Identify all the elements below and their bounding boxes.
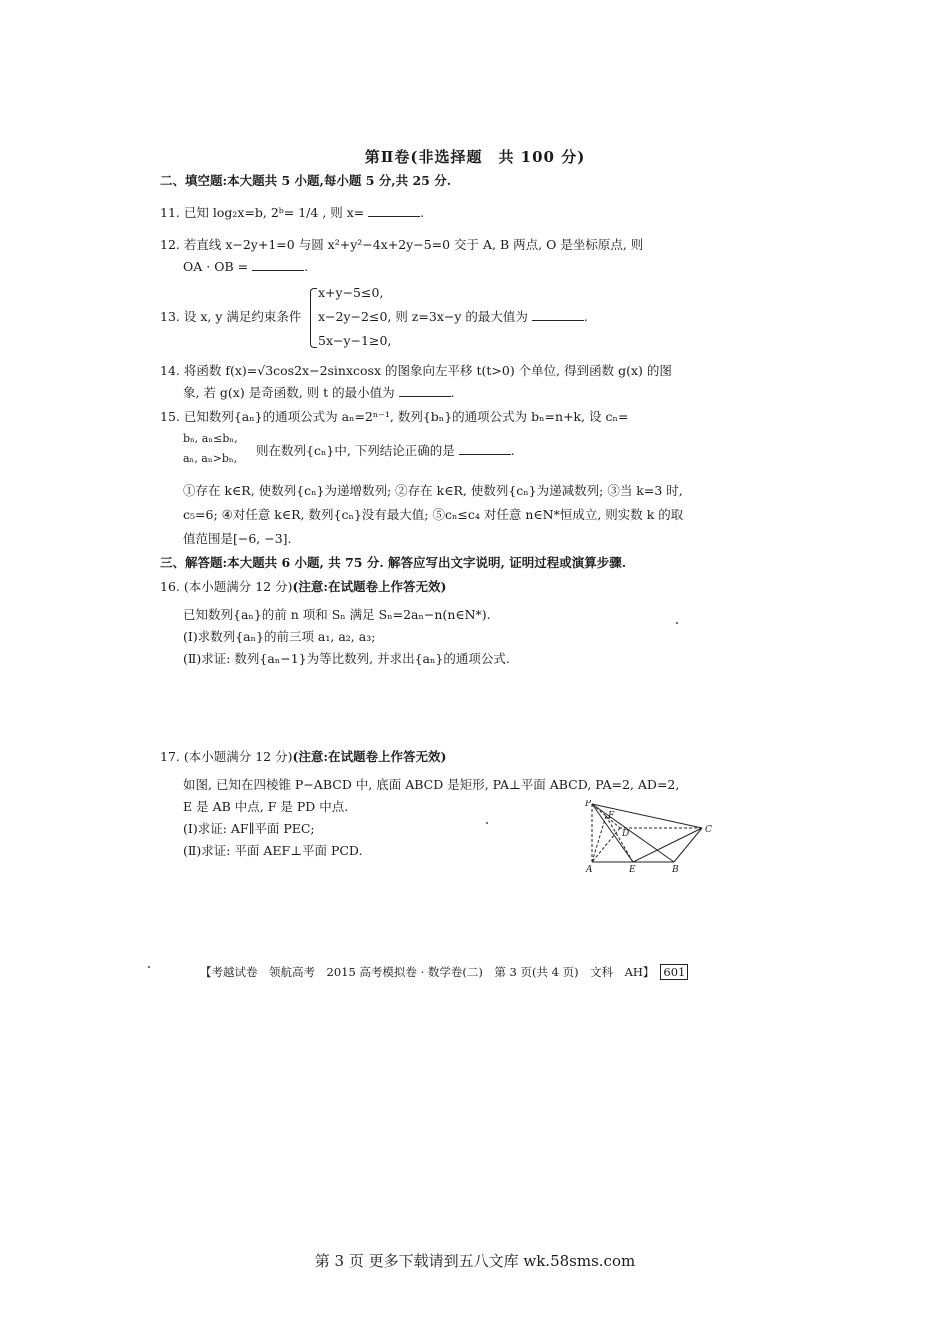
constraint-1: x+y−5≤0, xyxy=(318,285,384,300)
edge-DA xyxy=(592,828,620,862)
question-14-text: 象, 若 g(x) 是奇函数, 则 t 的最小值为 xyxy=(183,385,395,400)
download-note: 第 3 页 更多下载请到五八文库 wk.58sms.com xyxy=(314,1252,636,1270)
scan-speck xyxy=(148,966,150,968)
footer-code: 601 xyxy=(660,964,688,980)
question-17-line1: 如图, 已知在四棱锥 P−ABCD 中, 底面 ABCD 是矩形, PA⊥平面 ABCD, PA=2, AD=2, xyxy=(183,777,680,792)
question-16-line3: (Ⅱ)求证: 数列{aₙ−1}为等比数列, 并求出{aₙ}的通项公式. xyxy=(183,651,510,666)
constraint-2-text: x−2y−2≤0, 则 z=3x−y 的最大值为 xyxy=(318,309,528,324)
scan-speck xyxy=(486,822,488,824)
question-16-head xyxy=(160,578,446,596)
answer-blank-11 xyxy=(368,204,420,217)
label-E: E xyxy=(629,865,636,874)
question-12-expr: OA · OB = xyxy=(183,259,249,274)
question-15-line2: 则在数列{cₙ}中, 下列结论正确的是 . xyxy=(256,443,515,458)
question-17-line2: E 是 AB 中点, F 是 PD 中点. xyxy=(183,799,349,814)
question-14-line2: 象, 若 g(x) 是奇函数, 则 t 的最小值为 . xyxy=(183,385,455,400)
constraint-3: 5x−y−1≥0, xyxy=(318,333,392,348)
question-12-line2: OA · OB = . xyxy=(183,259,309,274)
page-title: 第Ⅱ卷(非选择题 共 100 分) xyxy=(364,148,586,166)
question-16-line1: 已知数列{aₙ}的前 n 项和 Sₙ 满足 Sₙ=2aₙ−n(n∈N*). xyxy=(183,607,491,622)
label-P: P xyxy=(585,800,592,809)
question-17-head xyxy=(160,748,446,766)
page-footer xyxy=(200,964,688,980)
question-16-note: (注意:在试题卷上作答无效) xyxy=(292,579,447,594)
question-15-case2: aₙ, aₙ>bₙ, xyxy=(183,452,238,465)
answer-blank-12 xyxy=(252,258,304,271)
question-17-score: 17. (本小题满分 12 分) xyxy=(160,749,293,764)
question-16-score: 16. (本小题满分 12 分) xyxy=(160,579,293,594)
question-15-case1: bₙ, aₙ≤bₙ, xyxy=(183,432,238,445)
question-15-line5: 值范围是[−6, −3]. xyxy=(183,531,292,546)
label-D: D xyxy=(622,829,630,839)
question-17-note: (注意:在试题卷上作答无效) xyxy=(292,749,447,764)
label-F: F xyxy=(608,811,615,821)
section2-heading: 二、填空题:本大题共 5 小题,每小题 5 分,共 25 分. xyxy=(160,173,452,188)
question-14-line1: 14. 将函数 f(x)=√3cos2x−2sinxcosx 的图象向左平移 t(t>0) 个单位, 得到函数 g(x) 的图 xyxy=(160,363,672,378)
question-12-line1: 12. 若直线 x−2y+1=0 与圆 x²+y²−4x+2y−5=0 交于 A, B 两点, O 是坐标原点, 则 xyxy=(160,237,644,252)
section3-heading: 三、解答题:本大题共 6 小题, 共 75 分. 解答应写出文字说明, 证明过程或演算步骤. xyxy=(160,555,627,570)
footer-text: 【考越试卷 领航高考 2015 高考模拟卷 · 数学卷(二) 第 3 页(共 4 页) 文科 AH】 xyxy=(200,965,655,979)
question-11: 11. 已知 log₂x=b, 2ᵇ= 1/4 , 则 x= . xyxy=(160,205,425,220)
question-11-text: 11. 已知 log₂x=b, 2ᵇ= 1/4 , 则 x= xyxy=(160,205,365,220)
question-17-line3: (Ⅰ)求证: AF∥平面 PEC; xyxy=(183,821,315,836)
scan-speck xyxy=(676,622,678,624)
edge-BC xyxy=(674,828,702,862)
constraint-2: x−2y−2≤0, 则 z=3x−y 的最大值为 . xyxy=(318,309,588,324)
answer-blank-14 xyxy=(399,384,451,397)
constraint-brace xyxy=(310,288,317,348)
question-15-text: 则在数列{cₙ}中, 下列结论正确的是 xyxy=(256,443,455,458)
label-A: A xyxy=(586,865,593,874)
label-B: B xyxy=(672,865,679,874)
question-15-line4: c₅=6; ④对任意 k∈R, 数列{cₙ}没有最大值; ⑤cₙ≤c₄ 对任意 n∈N*恒成立, 则实数 k 的取 xyxy=(183,507,684,522)
question-16-line2: (Ⅰ)求数列{aₙ}的前三项 a₁, a₂, a₃; xyxy=(183,629,376,644)
edge-AF xyxy=(592,816,606,862)
question-17-line4: (Ⅱ)求证: 平面 AEF⊥平面 PCD. xyxy=(183,843,363,858)
pyramid-figure xyxy=(584,800,716,874)
question-15-line1: 15. 已知数列{aₙ}的通项公式为 aₙ=2ⁿ⁻¹, 数列{bₙ}的通项公式为 bₙ=n+k, 设 cₙ= xyxy=(160,409,629,424)
question-15-line3: ①存在 k∈R, 使数列{cₙ}为递增数列; ②存在 k∈R, 使数列{cₙ}为递减数列; ③当 k=3 时, xyxy=(183,483,683,498)
label-C: C xyxy=(705,825,712,835)
answer-blank-13 xyxy=(532,308,584,321)
answer-blank-15 xyxy=(459,442,511,455)
question-13-prefix: 13. 设 x, y 满足约束条件 xyxy=(160,309,302,324)
